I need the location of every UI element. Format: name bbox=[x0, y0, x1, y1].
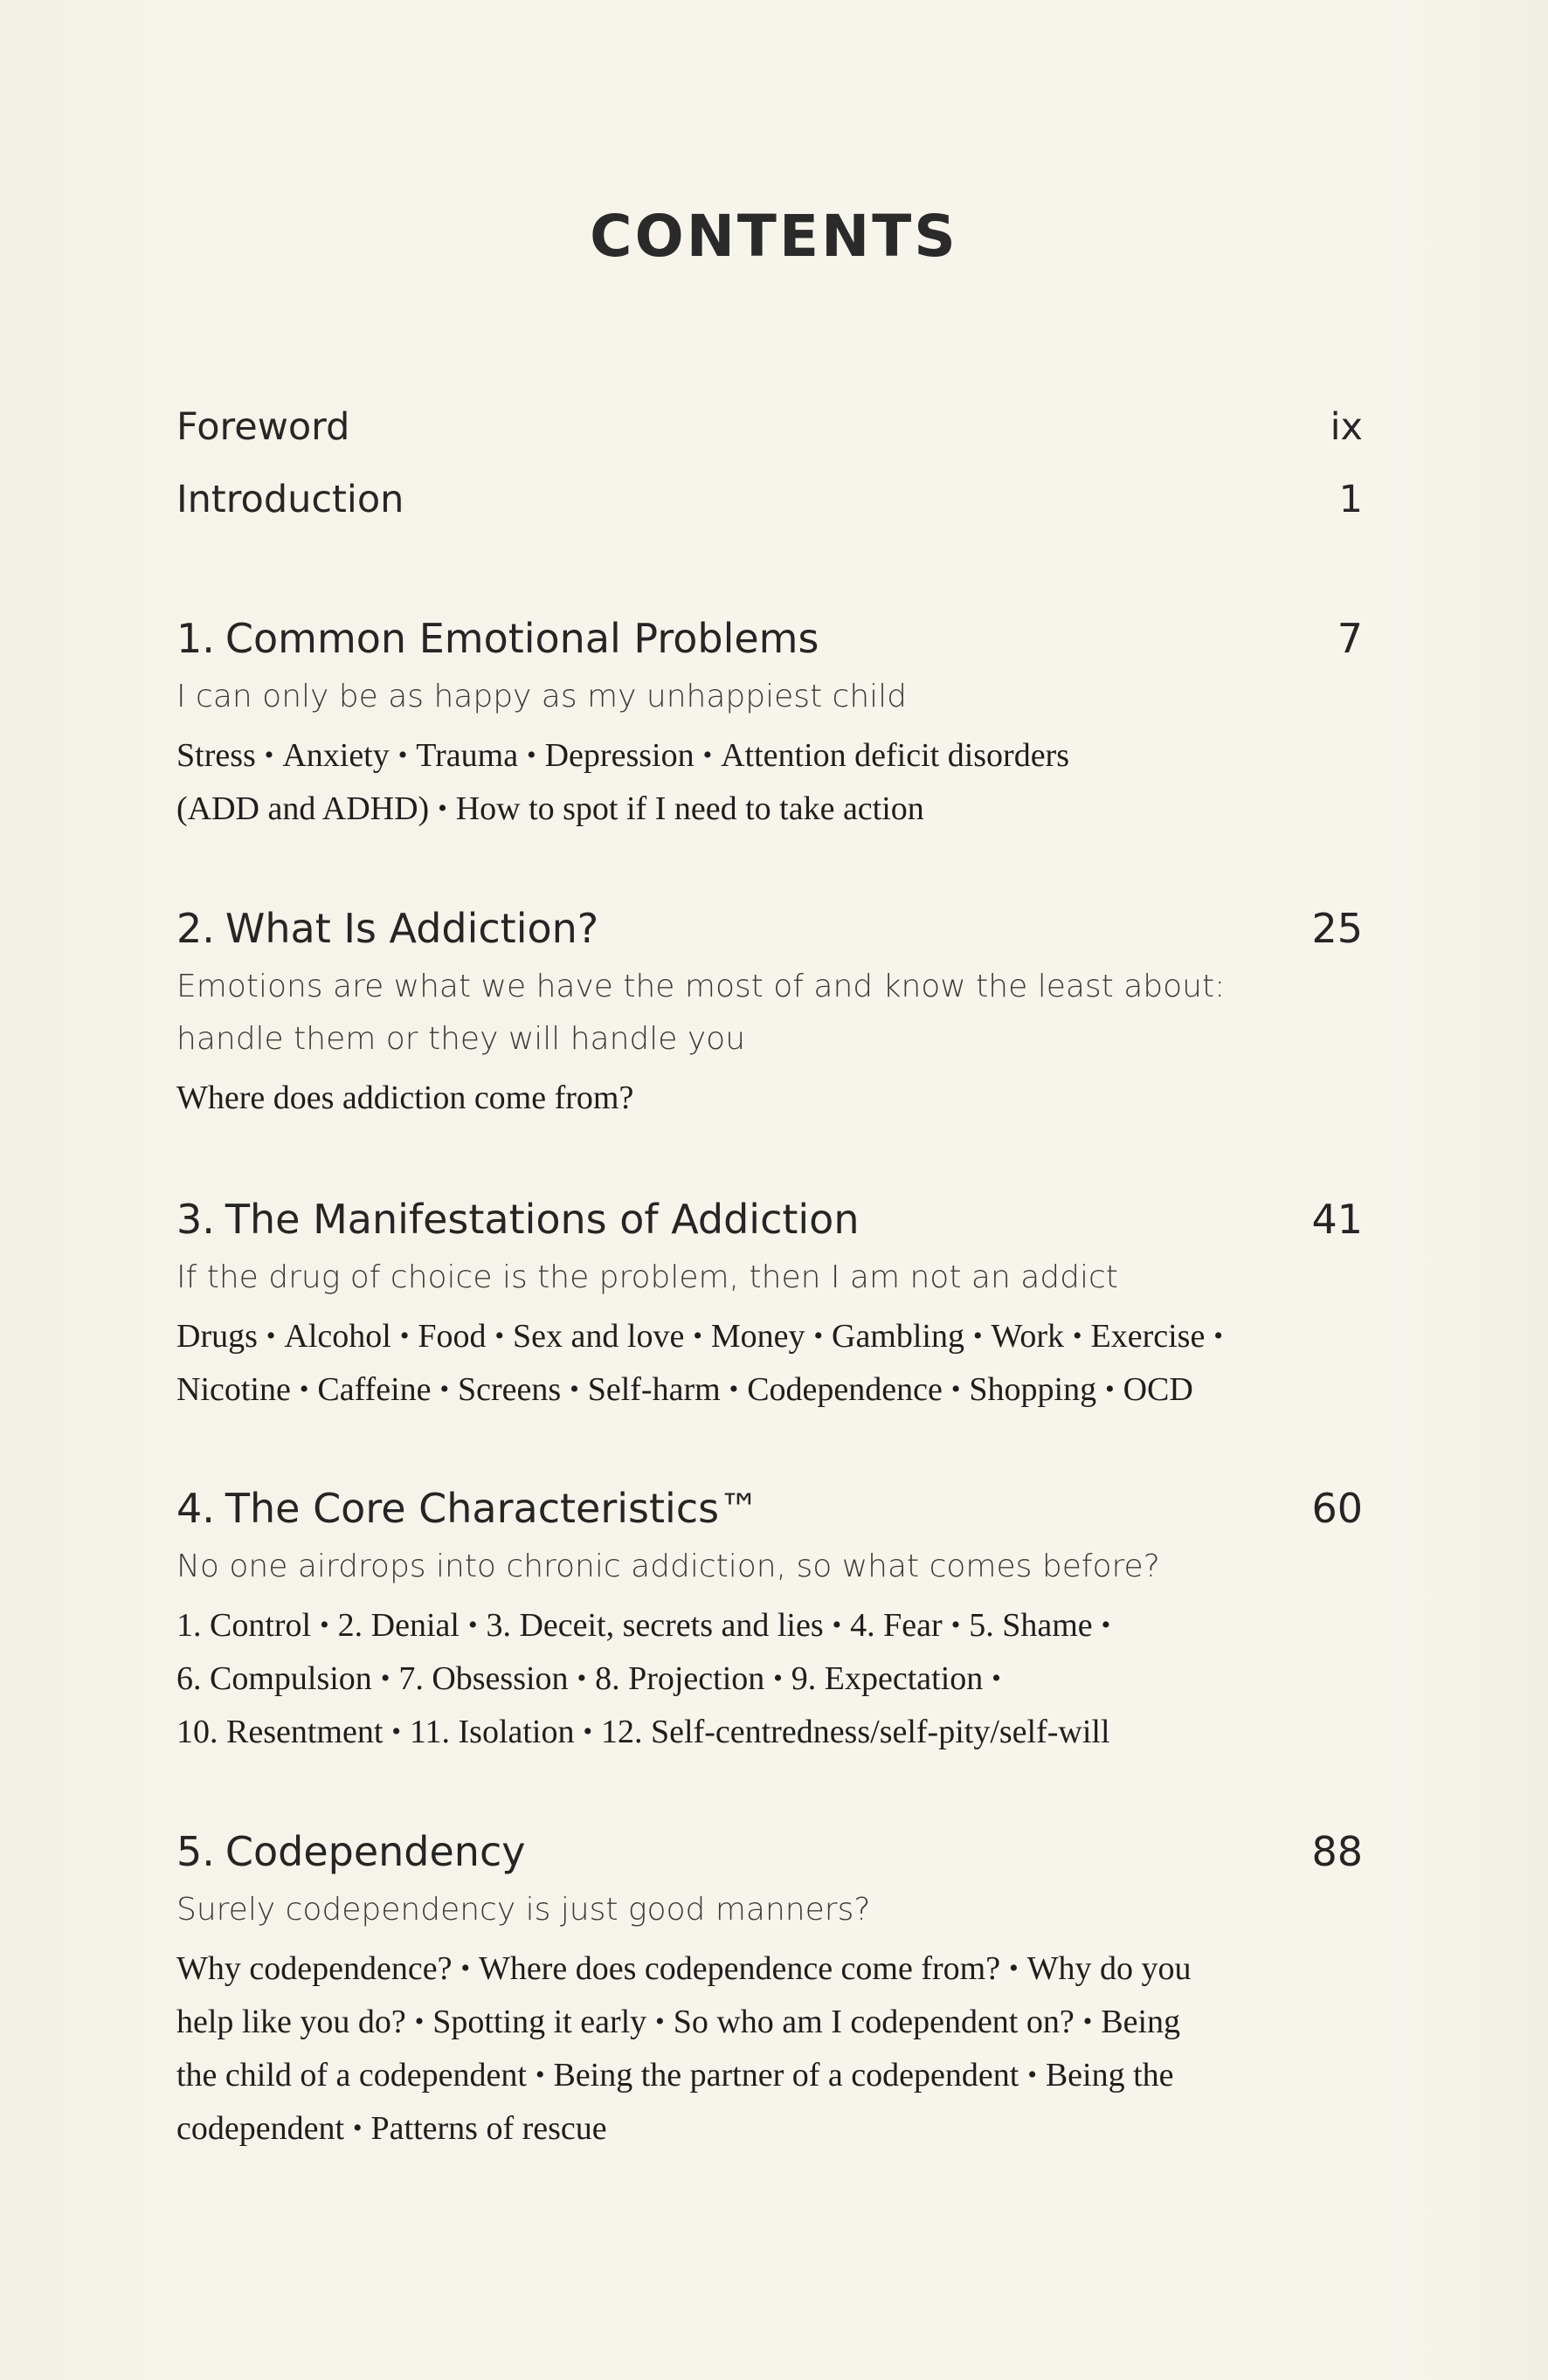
chapter-number: 5. bbox=[176, 1828, 215, 1875]
topic-item: Codependence bbox=[747, 1371, 943, 1408]
bullet-separator: • bbox=[494, 1321, 505, 1350]
chapter-name: What Is Addiction? bbox=[225, 905, 599, 952]
topic-item: the child of a codependent bbox=[176, 2057, 527, 2094]
chapter-heading bbox=[176, 611, 1363, 666]
topic-item: 2. Denial bbox=[337, 1607, 460, 1644]
topic-item: How to spot if I need to take action bbox=[455, 790, 924, 827]
topic-item: (ADD and ADHD) bbox=[176, 790, 430, 827]
topic-item: Spotting it early bbox=[432, 2004, 647, 2040]
chapter-heading bbox=[176, 1192, 1363, 1246]
topic-item: Drugs bbox=[176, 1318, 258, 1355]
bullet-separator: • bbox=[535, 2060, 545, 2089]
topic-item: 5. Shame bbox=[969, 1607, 1093, 1644]
bullet-separator: • bbox=[570, 1375, 579, 1404]
bullet-separator: • bbox=[1027, 2060, 1037, 2089]
bullet-separator: • bbox=[414, 2007, 425, 2036]
topic-item: Sex and love bbox=[513, 1318, 685, 1355]
topic-line bbox=[176, 1653, 1363, 1707]
subtitle-line: Surely codependency is just good manners? bbox=[176, 1892, 871, 1928]
topic-item: Attention deficit disorders bbox=[721, 737, 1070, 774]
topic-item: Why codependence? bbox=[176, 1950, 453, 1987]
topic-item: Patterns of rescue bbox=[370, 2110, 607, 2147]
topic-item: help like you do? bbox=[176, 2004, 406, 2040]
topic-item: Where does addiction come from? bbox=[176, 1080, 634, 1116]
topic-item: Exercise bbox=[1090, 1318, 1206, 1355]
entry-label: Introduction bbox=[176, 478, 404, 521]
topic-item: Gambling bbox=[832, 1318, 964, 1355]
chapter-topics bbox=[176, 730, 1363, 837]
bullet-separator: • bbox=[1082, 2007, 1093, 2036]
chapter-name: The Core Characteristics™ bbox=[225, 1485, 760, 1532]
topic-item: Screens bbox=[458, 1371, 562, 1408]
chapter-subtitle bbox=[176, 671, 1363, 723]
bullet-separator: • bbox=[439, 1375, 450, 1404]
bullet-separator: • bbox=[813, 1321, 823, 1350]
chapter-number: 3. bbox=[176, 1196, 215, 1243]
topic-item: So who am I codependent on? bbox=[673, 2004, 1075, 2040]
topic-line bbox=[176, 1997, 1363, 2050]
bullet-separator: • bbox=[972, 1321, 983, 1350]
bullet-separator: • bbox=[702, 741, 713, 769]
bullet-separator: • bbox=[1105, 1375, 1115, 1404]
bullet-separator: • bbox=[467, 1611, 478, 1639]
bullet-separator: • bbox=[832, 1611, 842, 1639]
chapter-heading bbox=[176, 1481, 1363, 1535]
bullet-separator: • bbox=[992, 1664, 1001, 1693]
chapter-number: 2. bbox=[176, 905, 215, 952]
topic-item: Food bbox=[418, 1318, 487, 1355]
topic-item: 11. Isolation bbox=[409, 1714, 575, 1750]
topic-item: Being the partner of a codependent bbox=[553, 2057, 1019, 2094]
toc-chapter-5[interactable] bbox=[176, 1825, 1363, 2156]
topic-item: Alcohol bbox=[284, 1318, 391, 1355]
chapter-title bbox=[176, 1192, 859, 1246]
topic-line bbox=[176, 2050, 1363, 2103]
topic-item: Trauma bbox=[416, 737, 519, 774]
chapter-page-number: 7 bbox=[1337, 615, 1363, 662]
page-title: CONTENTS bbox=[590, 203, 958, 270]
topic-item: 3. Deceit, secrets and lies bbox=[486, 1607, 824, 1644]
bullet-separator: • bbox=[655, 2007, 665, 2036]
chapter-subtitle bbox=[176, 1252, 1363, 1304]
chapter-page-number: 88 bbox=[1311, 1828, 1363, 1875]
topic-line bbox=[176, 2103, 1363, 2156]
bullet-separator: • bbox=[353, 2114, 363, 2142]
topic-item: Self-harm bbox=[587, 1371, 721, 1408]
bullet-separator: • bbox=[583, 1717, 593, 1746]
entry-page-number: 1 bbox=[1338, 478, 1363, 521]
chapter-page-number: 41 bbox=[1311, 1196, 1363, 1243]
bullet-separator: • bbox=[460, 1954, 470, 1983]
bullet-separator: • bbox=[577, 1664, 587, 1693]
chapter-name: The Manifestations of Addiction bbox=[225, 1196, 860, 1243]
topic-item: 1. Control bbox=[176, 1607, 312, 1644]
bullet-separator: • bbox=[397, 741, 408, 769]
topic-item: Stress bbox=[176, 737, 256, 774]
toc-chapter-3[interactable] bbox=[176, 1192, 1363, 1418]
bullet-separator: • bbox=[391, 1717, 401, 1746]
topic-line bbox=[176, 1364, 1363, 1418]
chapter-name: Common Emotional Problems bbox=[225, 615, 819, 662]
bullet-separator: • bbox=[527, 741, 536, 769]
chapter-page-number: 60 bbox=[1311, 1485, 1363, 1532]
chapter-name: Codependency bbox=[225, 1828, 526, 1875]
chapter-topics bbox=[176, 1943, 1363, 2156]
entry-label: Foreword bbox=[176, 405, 350, 449]
topic-line bbox=[176, 1707, 1363, 1760]
chapter-topics bbox=[176, 1073, 1363, 1124]
chapter-title bbox=[176, 901, 598, 955]
topic-item: 7. Obsession bbox=[398, 1660, 569, 1697]
chapter-number: 1. bbox=[176, 615, 215, 662]
topic-item: Work bbox=[991, 1318, 1064, 1355]
topic-line bbox=[176, 1073, 1363, 1124]
chapter-topics bbox=[176, 1311, 1363, 1418]
topic-item: Anxiety bbox=[282, 737, 390, 774]
chapter-number: 4. bbox=[176, 1485, 215, 1532]
bullet-separator: • bbox=[380, 1664, 390, 1693]
topic-item: 6. Compulsion bbox=[176, 1660, 372, 1697]
topic-item: 12. Self-centredness/self-pity/self-will bbox=[601, 1714, 1110, 1750]
toc-chapter-4[interactable] bbox=[176, 1481, 1363, 1760]
chapter-page-number: 25 bbox=[1311, 905, 1363, 952]
topic-item: 10. Resentment bbox=[176, 1714, 384, 1750]
subtitle-line: If the drug of choice is the problem, then I am not an addict bbox=[176, 1259, 1118, 1295]
chapter-title bbox=[176, 1481, 759, 1535]
bullet-separator: • bbox=[299, 1375, 309, 1404]
bullet-separator: • bbox=[1213, 1321, 1223, 1350]
chapter-subtitle bbox=[176, 1884, 1363, 1936]
topic-item: Being bbox=[1101, 2004, 1181, 2040]
bullet-separator: • bbox=[693, 1321, 702, 1350]
topic-line bbox=[176, 1311, 1363, 1364]
topic-item: 9. Expectation bbox=[791, 1660, 984, 1697]
bullet-separator: • bbox=[729, 1375, 739, 1404]
chapter-heading bbox=[176, 1825, 1363, 1879]
toc-chapter-2[interactable] bbox=[176, 901, 1363, 1124]
topic-item: 8. Projection bbox=[595, 1660, 765, 1697]
chapter-title bbox=[176, 1825, 525, 1879]
bullet-separator: • bbox=[264, 741, 274, 769]
entry-page-number: ix bbox=[1330, 405, 1363, 449]
topic-item: Shopping bbox=[969, 1371, 1097, 1408]
subtitle-line: No one airdrops into chronic addiction, so what comes before? bbox=[176, 1549, 1160, 1584]
topic-item: Where does codependence come from? bbox=[478, 1950, 1001, 1987]
subtitle-line: handle them or they will handle you bbox=[176, 1021, 746, 1057]
toc-chapter-1[interactable] bbox=[176, 611, 1363, 837]
chapter-title bbox=[176, 611, 819, 666]
bullet-separator: • bbox=[1009, 1954, 1019, 1983]
bullet-separator: • bbox=[266, 1321, 276, 1350]
topic-item: codependent bbox=[176, 2110, 345, 2147]
topic-item: OCD bbox=[1123, 1371, 1193, 1408]
topic-line bbox=[176, 783, 1363, 837]
bullet-separator: • bbox=[950, 1611, 961, 1639]
bullet-separator: • bbox=[399, 1321, 410, 1350]
topic-item: Being the bbox=[1045, 2057, 1174, 2094]
topic-item: Caffeine bbox=[317, 1371, 432, 1408]
topic-item: 4. Fear bbox=[850, 1607, 943, 1644]
toc-entry-foreword[interactable] bbox=[176, 405, 1363, 449]
toc-entry-introduction[interactable] bbox=[176, 478, 1363, 521]
subtitle-line: I can only be as happy as my unhappiest child bbox=[176, 679, 908, 714]
chapter-subtitle bbox=[176, 961, 1363, 1066]
topic-item: Money bbox=[710, 1318, 805, 1355]
bullet-separator: • bbox=[773, 1664, 783, 1693]
topic-line bbox=[176, 1943, 1363, 1997]
topic-item: Nicotine bbox=[176, 1371, 291, 1408]
bullet-separator: • bbox=[438, 794, 447, 823]
topic-item: Why do you bbox=[1026, 1950, 1192, 1987]
chapter-heading bbox=[176, 901, 1363, 955]
topic-line bbox=[176, 1600, 1363, 1653]
bullet-separator: • bbox=[1101, 1611, 1111, 1639]
bullet-separator: • bbox=[1072, 1321, 1082, 1350]
topic-line bbox=[176, 730, 1363, 783]
bullet-separator: • bbox=[320, 1611, 329, 1639]
subtitle-line: Emotions are what we have the most of and know the least about: bbox=[176, 969, 1226, 1004]
topic-item: Depression bbox=[544, 737, 695, 774]
chapter-subtitle bbox=[176, 1541, 1363, 1593]
bullet-separator: • bbox=[950, 1375, 961, 1404]
chapter-topics bbox=[176, 1600, 1363, 1760]
